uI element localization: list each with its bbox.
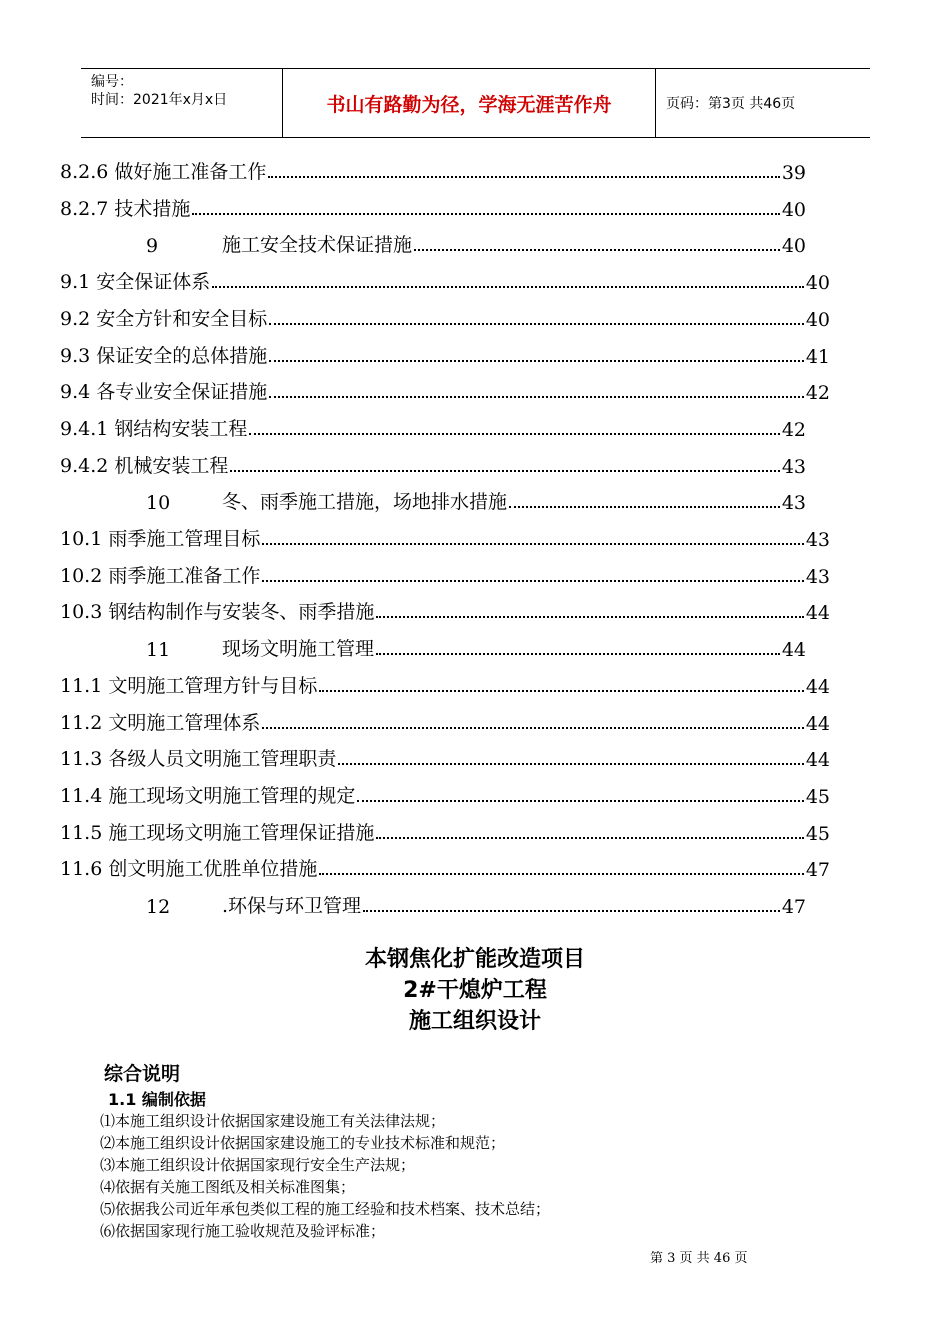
toc-entry-title: 9.3 保证安全的总体措施 — [60, 344, 268, 367]
basis-list-item: ⑶本施工组织设计依据国家现行安全生产法规； — [100, 1156, 416, 1174]
toc-entry[interactable] — [60, 448, 806, 478]
subsection-heading: 1.1 编制依据 — [108, 1090, 206, 1109]
toc-leader-dots — [376, 615, 803, 618]
toc-leader-dots — [192, 212, 779, 215]
toc-entry[interactable] — [60, 668, 830, 698]
toc-page-number: 40 — [781, 235, 806, 258]
basis-list — [100, 1110, 550, 1242]
toc-page-number: 41 — [805, 345, 830, 368]
toc-page-number: 44 — [805, 602, 830, 625]
title-line-design: 施工组织设计 — [408, 1009, 541, 1034]
toc-leader-dots — [357, 799, 803, 802]
toc-leader-dots — [269, 395, 804, 398]
toc-chapter-number: 12 — [146, 896, 171, 918]
toc-leader-dots — [269, 322, 804, 325]
toc-entry-title: 施工安全技术保证措施 — [222, 234, 413, 257]
toc-leader-dots — [509, 505, 780, 508]
toc-entry-title: 9.2 安全方针和安全目标 — [60, 307, 268, 330]
toc-page-number: 40 — [805, 308, 830, 331]
basis-list-item: ⑴本施工组织设计依据国家建设施工有关法律法规； — [100, 1112, 446, 1130]
basis-list-item: ⑹依据国家现行施工验收规范及验评标准； — [100, 1222, 386, 1240]
header-motto: 书山有路勤为径，学海无涯苦作舟 — [283, 69, 656, 137]
toc-page-number: 45 — [805, 785, 830, 808]
title-line-project-part: 2#干熄炉工程 — [403, 978, 547, 1003]
toc-leader-dots — [262, 542, 803, 545]
toc-entry-title: 8.2.6 做好施工准备工作 — [60, 161, 267, 183]
toc-leader-dots — [319, 689, 803, 692]
toc-entry-title: 10.2 雨季施工准备工作 — [60, 564, 261, 587]
toc-entry[interactable] — [60, 521, 830, 551]
basis-list-item: ⑵本施工组织设计依据国家建设施工的专业技术标准和规范； — [100, 1134, 506, 1152]
toc-entry-title: 11.6 创文明施工优胜单位措施 — [60, 858, 318, 881]
toc-page-number: 39 — [781, 162, 806, 184]
toc-entry[interactable] — [60, 411, 806, 441]
page-footer: 第 3 页 共 46 页 — [650, 1251, 748, 1266]
toc-entry[interactable] — [60, 741, 830, 771]
toc-leader-dots — [376, 652, 780, 655]
time-label: 时间：2021年x月x日 — [91, 92, 228, 108]
toc-page-number: 47 — [781, 896, 806, 918]
toc-page-number: 44 — [805, 675, 830, 698]
toc-entry-title: 9.4.1 钢结构安装工程 — [60, 417, 248, 440]
toc-page-number: 44 — [805, 749, 830, 772]
toc-leader-dots — [376, 836, 803, 839]
toc-entry[interactable] — [60, 558, 830, 588]
toc-leader-dots — [212, 285, 804, 288]
toc-entry[interactable] — [60, 778, 830, 808]
toc-entry-title: 10.3 钢结构制作与安装冬、雨季措施 — [60, 601, 375, 624]
toc-leader-dots — [269, 359, 804, 362]
toc-entry[interactable] — [60, 191, 806, 221]
toc-entry-title: 11.3 各级人员文明施工管理职责 — [60, 748, 337, 771]
toc-entry-title: 11.1 文明施工管理方针与目标 — [60, 674, 318, 697]
toc-entry-title: 11.4 施工现场文明施工管理的规定 — [60, 784, 356, 807]
toc-entry[interactable] — [146, 484, 806, 514]
toc-entry[interactable] — [60, 264, 830, 294]
toc-entry[interactable] — [60, 301, 830, 331]
toc-page-number: 45 — [805, 822, 830, 845]
toc-entry-title: 9.4.2 机械安装工程 — [60, 454, 229, 477]
toc-page-number: 43 — [781, 492, 806, 515]
toc-entry-title: 冬、雨季施工措施，场地排水措施 — [222, 491, 508, 514]
toc-chapter-number: 10 — [146, 492, 171, 515]
toc-page-number: 47 — [805, 859, 830, 882]
toc-leader-dots — [268, 175, 779, 178]
toc-entry-title: 11.5 施工现场文明施工管理保证措施 — [60, 821, 375, 844]
toc-entry-title: 9.4 各专业安全保证措施 — [60, 381, 268, 404]
basis-list-item: ⑸依据我公司近年承包类似工程的施工经验和技术档案、技术总结； — [100, 1200, 551, 1218]
toc-entry[interactable] — [146, 888, 806, 918]
toc-leader-dots — [230, 469, 779, 472]
toc-leader-dots — [262, 726, 803, 729]
toc-page-number: 40 — [805, 272, 830, 295]
toc-entry-title: .环保与环卫管理 — [222, 895, 362, 917]
toc-entry-title: 8.2.7 技术措施 — [60, 197, 191, 220]
toc-page-number: 43 — [805, 529, 830, 551]
basis-list-item: ⑷依据有关施工图纸及相关标准图集； — [100, 1178, 356, 1196]
title-line-project: 本钢焦化扩能改造项目 — [364, 947, 585, 972]
header-meta-cell — [81, 69, 283, 137]
toc-entry-title: 10.1 雨季施工管理目标 — [60, 528, 261, 550]
toc-entry-title: 11.2 文明施工管理体系 — [60, 711, 261, 734]
toc-leader-dots — [249, 432, 779, 435]
toc-leader-dots — [363, 909, 780, 912]
toc-leader-dots — [319, 872, 803, 875]
toc-page-number: 40 — [781, 198, 806, 221]
toc-entry-title: 现场文明施工管理 — [222, 638, 375, 661]
toc-entry[interactable] — [146, 227, 806, 257]
toc-chapter-number: 9 — [146, 235, 159, 258]
toc-entry[interactable] — [60, 594, 830, 624]
toc-page-number: 43 — [781, 455, 806, 478]
toc-entry[interactable] — [60, 154, 806, 184]
toc-entry[interactable] — [146, 631, 806, 661]
toc-entry[interactable] — [60, 815, 830, 845]
header-page-label: 页码：第3页 共46页 — [666, 96, 796, 112]
toc-page-number: 44 — [805, 712, 830, 735]
toc-chapter-number: 11 — [146, 639, 171, 662]
section-heading: 综合说明 — [104, 1063, 181, 1085]
document-header — [81, 68, 870, 138]
toc-entry[interactable] — [60, 374, 830, 404]
toc-leader-dots — [338, 762, 803, 765]
toc-entry[interactable] — [60, 338, 830, 368]
toc-entry[interactable] — [60, 851, 830, 881]
number-label: 编号： — [91, 74, 133, 90]
toc-page-number: 42 — [781, 418, 806, 441]
toc-entry-title: 9.1 安全保证体系 — [60, 271, 211, 294]
toc-page-number: 44 — [781, 639, 806, 662]
document-title — [0, 944, 950, 1037]
toc-leader-dots — [414, 248, 780, 251]
toc-entry[interactable] — [60, 705, 830, 735]
toc-page-number: 43 — [805, 565, 830, 588]
toc-leader-dots — [262, 579, 803, 582]
toc-page-number: 42 — [805, 382, 830, 405]
